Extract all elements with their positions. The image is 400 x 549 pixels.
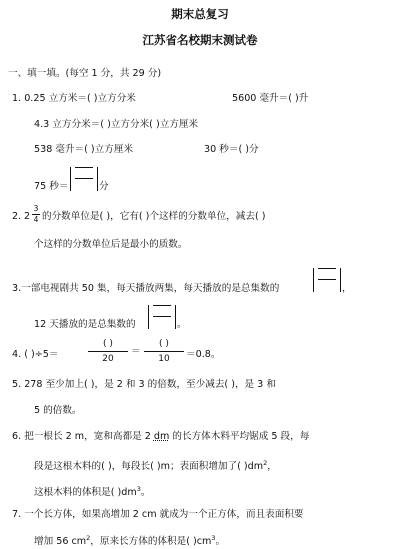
- q1-line-d: 538 毫升＝( )立方厘米: [34, 144, 134, 155]
- q2-numerator: 3: [33, 204, 39, 213]
- q2-whole: 2: [24, 211, 31, 222]
- q4-denominator-1: 20: [102, 354, 114, 364]
- q7-line2-sup: 2: [86, 534, 91, 542]
- q6-line1-a: 6. 把一根长 2 m，宽和高都是 2: [12, 431, 154, 442]
- q2-number: 2.: [12, 211, 22, 222]
- q2-denominator: 4: [33, 215, 39, 224]
- fraction-answer-box: [313, 268, 341, 292]
- q7-line1: 7. 一个长方体，如果高增加 2 cm 就成为一个正方体，而且表面积要: [12, 509, 304, 520]
- q2-line1: 的分数单位是( )，它有( )个这样的分数单位，减去( ): [42, 211, 266, 222]
- q3-line2-end: 。: [177, 319, 187, 330]
- q6-line1-b: 的长方体木料平均锯成 5 段，每: [169, 431, 310, 442]
- q1-line-c: 4.3 立方分米＝( )立方分米( )立方厘米: [34, 119, 199, 130]
- q1-line-f-pre: 75 秒＝: [34, 181, 69, 192]
- q7-line2-mid: ，原来长方体的体积是( )cm: [90, 536, 212, 548]
- q6-line3-end: 。: [140, 487, 151, 499]
- q6-line2: [34, 456, 277, 474]
- q7-line2-end: 。: [215, 536, 226, 548]
- q6-line3: [34, 482, 150, 500]
- q7-line2: [34, 531, 225, 549]
- q1-line-b: 5600 毫升＝( )升: [232, 93, 309, 104]
- q7-line2-text: 增加 56 cm: [34, 536, 87, 548]
- q5-line1: 5. 278 至少加上( )，是 2 和 3 的倍数，至少减去( )，是 3 和: [12, 379, 276, 390]
- q4-numerator-1: ( ): [103, 339, 113, 349]
- q2-line2: 个这样的分数单位后是最小的质数。: [34, 239, 188, 250]
- q4-start: 4. ( )÷5＝: [12, 349, 59, 360]
- q5-line2: 5 的倍数。: [34, 405, 82, 416]
- q4-end: ＝0.8。: [186, 349, 221, 360]
- q1-line-a: 1. 0.25 立方米＝( )立方分米: [12, 93, 136, 104]
- q4-fraction-bar-1: [88, 351, 128, 352]
- q6-line2-sup: 2: [263, 459, 268, 467]
- q1-line-f-post: 分: [99, 181, 109, 192]
- q4-numerator-2: ( ): [159, 339, 169, 349]
- q3-line1: 3.一部电视剧共 50 集，每天播放两集，每天播放的是总集数的: [12, 283, 280, 294]
- q3-line1-end: ，: [342, 283, 352, 294]
- q6-unit-dm: dm: [153, 431, 170, 442]
- q7-line2-sup2: 3: [211, 534, 216, 542]
- q1-line-e: 30 秒＝( )分: [204, 144, 259, 155]
- fraction-answer-box: [148, 305, 176, 329]
- q4-denominator-2: 10: [158, 354, 170, 364]
- q6-line2-end: ，: [267, 461, 277, 473]
- q6-line2-text: 段是这根木料的( )，每段长( )m；表面积增加了( )dm: [34, 461, 264, 473]
- q6-line1: [12, 430, 309, 444]
- q4-fraction-bar-2: [144, 351, 184, 352]
- fraction-answer-box: [70, 167, 98, 191]
- section-heading: 一、填一填。(每空 1 分，共 29 分): [8, 68, 162, 79]
- page-title: 期末总复习: [171, 7, 229, 21]
- q6-line3-sup: 3: [136, 485, 141, 493]
- q6-line3-text: 这根木料的体积是( )dm: [34, 487, 137, 499]
- q4-equals: ＝: [131, 346, 141, 357]
- page-subtitle: 江苏省名校期末测试卷: [142, 33, 258, 47]
- q3-line2: 12 天播放的是总集数的: [34, 319, 136, 330]
